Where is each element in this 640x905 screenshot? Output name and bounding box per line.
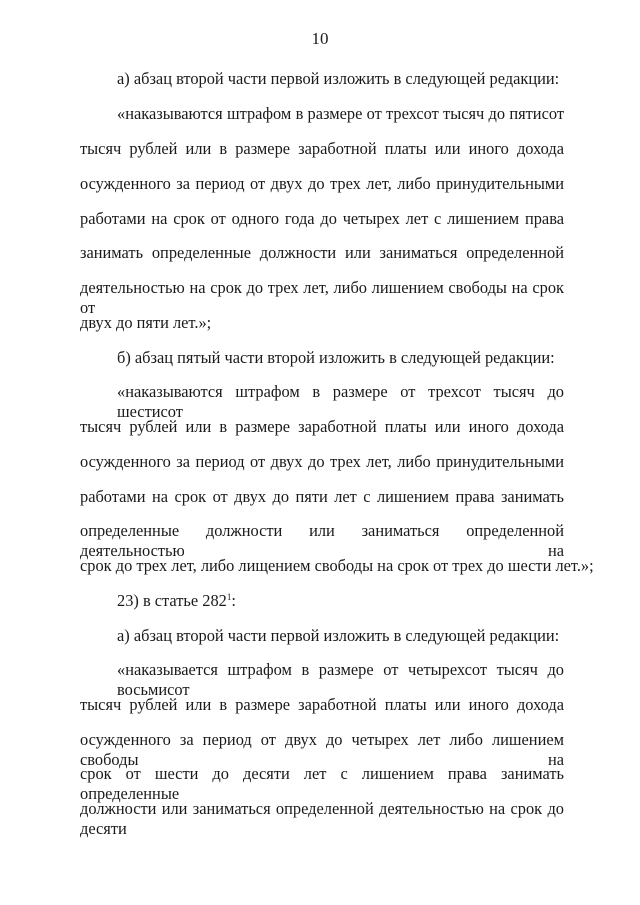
text-line: а) абзац второй части первой изложить в следующей редакции: — [117, 626, 560, 645]
text-line: осужденного за период от двух до трех лет, либо принудительными — [80, 452, 564, 471]
text-line: работами на срок от двух до пяти лет с лишением права занимать — [80, 487, 564, 506]
text-line: должности или заниматься определенной деятельностью на срок до десяти — [80, 799, 564, 838]
text-line: работами на срок от одного года до четырех лет с лишением права — [80, 209, 564, 228]
article-heading-colon: : — [231, 591, 236, 610]
text-line: тысяч рублей или в размере заработной платы или иного дохода — [80, 417, 564, 436]
text-line: «наказываются штрафом в размере от трехсот тысяч до шестисот — [117, 382, 564, 421]
text-line: «наказывается штрафом в размере от четырехсот тысяч до восьмисот — [117, 660, 564, 699]
article-heading-text: 23) в статье 282 — [117, 591, 227, 610]
text-line: двух до пяти лет.»; — [80, 313, 212, 332]
text-line: осужденного за период от двух до четырех лет либо лишением свободы на — [80, 730, 564, 769]
text-line: определенные должности или заниматься определенной деятельностью на — [80, 521, 564, 560]
text-line: срок от шести до десяти лет с лишением права занимать определенные — [80, 764, 564, 803]
article-heading — [117, 591, 564, 611]
text-line: а) абзац второй части первой изложить в следующей редакции: — [117, 69, 560, 88]
text-line: б) абзац пятый части второй изложить в следующей редакции: — [117, 348, 555, 367]
text-line: «наказываются штрафом в размере от трехсот тысяч до пятисот — [117, 104, 564, 123]
text-line: тысяч рублей или в размере заработной платы или иного дохода — [80, 695, 564, 714]
article-superscript: 1 — [226, 592, 232, 602]
text-line: занимать определенные должности или заниматься определенной — [80, 243, 564, 262]
text-line: осужденного за период от двух до трех лет, либо принудительными — [80, 174, 564, 193]
text-line: срок до трех лет, либо лищением свободы на срок от трех до шести лет.»; — [80, 556, 594, 575]
page-number: 10 — [311, 29, 329, 48]
text-line: деятельностью на срок до трех лет, либо лишением свободы на срок от — [80, 278, 564, 317]
text-line: тысяч рублей или в размере заработной платы или иного дохода — [80, 139, 564, 158]
